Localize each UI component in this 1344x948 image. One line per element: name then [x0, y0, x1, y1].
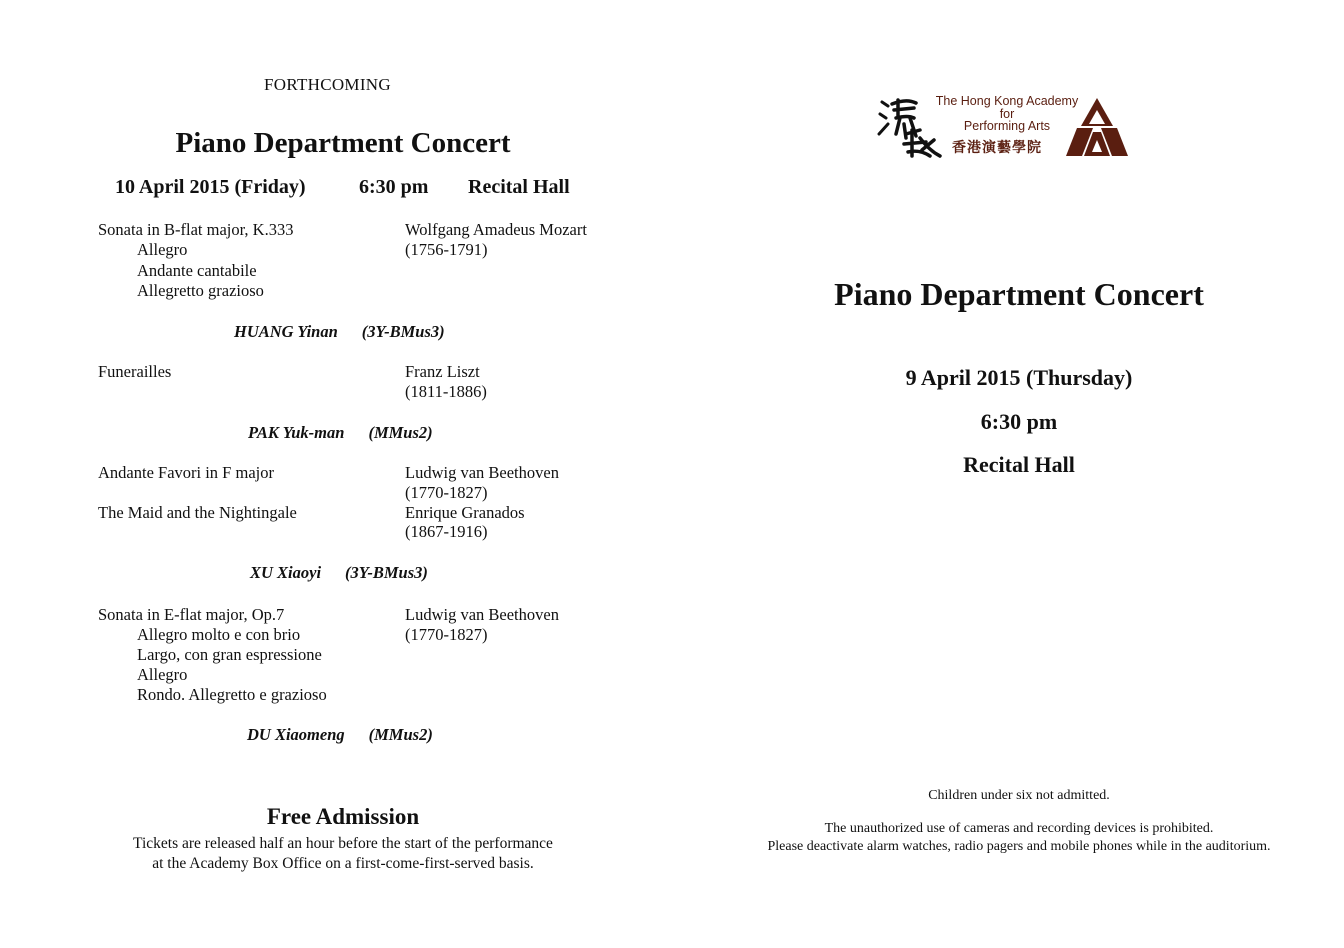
- composer-years: (1770-1827): [405, 625, 488, 644]
- phone-notice: Please deactivate alarm watches, radio pagers and mobile phones while in the auditorium.: [767, 839, 1271, 854]
- forthcoming-label: FORTHCOMING: [264, 75, 391, 94]
- composer: Wolfgang Amadeus Mozart: [405, 220, 587, 239]
- ticket-info-line: at the Academy Box Office on a first-come-first-served basis.: [152, 855, 534, 872]
- work-title: Funerailles: [98, 362, 172, 381]
- composer-years: (1756-1791): [405, 240, 488, 259]
- composer-years: (1811-1886): [405, 382, 487, 401]
- composer-years: (1770-1827): [405, 483, 488, 502]
- left-time: 6:30 pm: [359, 176, 429, 198]
- composer-years: (1867-1916): [405, 522, 488, 541]
- calligraphy-text: 演藝: [876, 94, 878, 95]
- ticket-info: [0, 834, 686, 874]
- movement: Allegro: [137, 240, 188, 259]
- composer: Franz Liszt: [405, 362, 480, 381]
- performer-programme: (MMus2): [368, 423, 433, 442]
- performer-name: PAK Yuk-man: [248, 423, 345, 442]
- work-title: Sonata in E-flat major, Op.7: [98, 605, 285, 624]
- academy-name: [932, 95, 1082, 133]
- ticket-info-line: Tickets are released half an hour before the start of the performance: [133, 835, 553, 852]
- performer-programme: (MMus2): [368, 725, 433, 744]
- right-time: 6:30 pm: [980, 409, 1058, 434]
- performer-name: XU Xiaoyi: [250, 563, 322, 582]
- left-date: 10 April 2015 (Friday): [115, 176, 306, 198]
- performer-name: HUANG Yinan: [234, 322, 338, 341]
- right-concert-title: Piano Department Concert: [834, 276, 1204, 312]
- academy-name-line: for: [999, 106, 1015, 121]
- movement: Largo, con gran espressione: [137, 645, 322, 664]
- academy-name-line: Performing Arts: [963, 119, 1051, 133]
- work-title: The Maid and the Nightingale: [98, 503, 297, 522]
- movement: Rondo. Allegretto e grazioso: [137, 685, 327, 704]
- performer-line: [234, 322, 445, 342]
- academy-logo: [876, 94, 1136, 162]
- academy-name-line: The Hong Kong Academy: [935, 94, 1079, 108]
- performer-line: [248, 423, 433, 443]
- performer-name: DU Xiaomeng: [247, 725, 345, 744]
- academy-emblem-icon: [1064, 98, 1130, 156]
- device-notice: [704, 820, 1334, 856]
- performer-programme: (3Y-BMus3): [361, 322, 445, 341]
- movement: Allegro: [137, 665, 188, 684]
- left-venue: Recital Hall: [468, 176, 570, 198]
- children-notice: Children under six not admitted.: [928, 788, 1110, 803]
- movement: Allegretto grazioso: [137, 281, 264, 300]
- right-venue: Recital Hall: [963, 452, 1075, 477]
- free-admission-heading: Free Admission: [266, 804, 420, 829]
- work-title: Andante Favori in F major: [98, 463, 274, 482]
- movement: Andante cantabile: [137, 261, 257, 280]
- composer: Ludwig van Beethoven: [405, 463, 559, 482]
- performer-programme: (3Y-BMus3): [345, 563, 428, 582]
- composer: Enrique Granados: [405, 503, 525, 522]
- right-date: 9 April 2015 (Thursday): [905, 365, 1133, 390]
- performer-line: [247, 725, 433, 745]
- camera-notice: The unauthorized use of cameras and recording devices is prohibited.: [824, 821, 1214, 836]
- left-concert-title: Piano Department Concert: [175, 127, 511, 159]
- academy-chinese-name: 香港演藝學院: [952, 140, 1042, 156]
- work-title: Sonata in B-flat major, K.333: [98, 220, 294, 239]
- movement: Allegro molto e con brio: [137, 625, 301, 644]
- composer: Ludwig van Beethoven: [405, 605, 559, 624]
- performer-line: [250, 563, 428, 583]
